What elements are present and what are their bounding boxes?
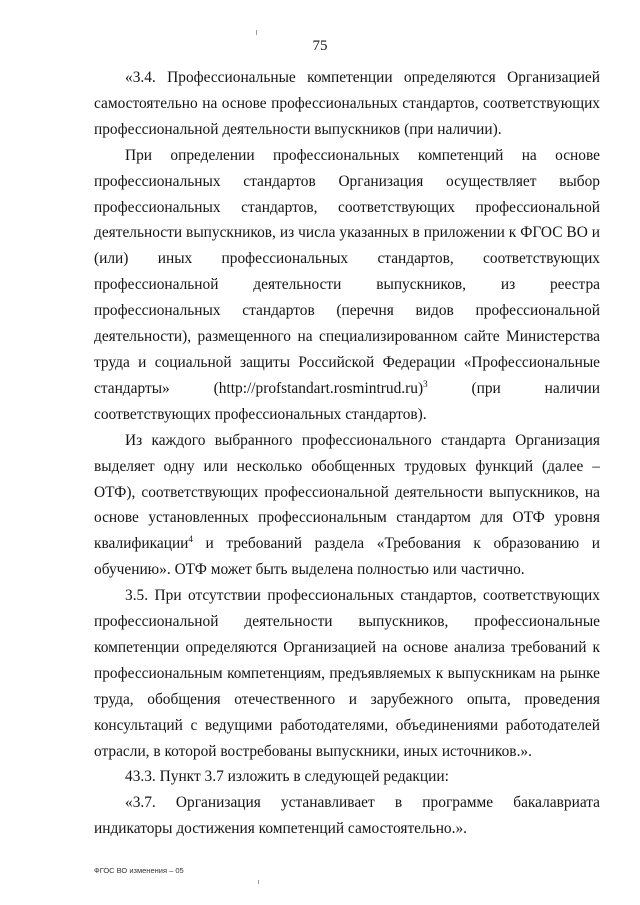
paragraph-text: Из каждого выбранного профессионального стандарта Организация выделяет одну или несколько обобщенных трудовых функций (далее – ОТФ), соответствующих профессиональной деятельности выпускников, на основе установленных профессиональным стандартом для ОТФ уровня квалификации [94, 431, 600, 553]
paragraph [94, 65, 600, 143]
paragraph-text: «3.7. Организация устанавливает в программе бакалавриата индикаторы достижения компетенций самостоятельно.». [94, 794, 600, 838]
paragraph-text: 43.3. Пункт 3.7 изложить в следующей редакции: [125, 768, 449, 786]
paragraph-text: «3.4. Профессиональные компетенции определяются Организацией самостоятельно на основе профессиональных стандартов, соответствующих профессиональной деятельности выпускников (при наличии). [94, 69, 600, 138]
paragraph [94, 428, 600, 583]
paragraph [94, 790, 600, 842]
paragraph-text: (при наличии соответствующих профессиональных стандартов). [94, 379, 600, 423]
footnote-marker: 3 [423, 378, 428, 389]
footnote-marker: 4 [188, 534, 193, 545]
page-number: 75 [312, 38, 328, 54]
scan-mark-bottom [258, 880, 259, 884]
paragraph [94, 143, 600, 428]
paragraph-text: 3.5. При отсутствии профессиональных стандартов, соответствующих профессиональной деятельности выпускников, профессиональные компетенции определяются Организацией на основе анализа требований к профессиональным компетенциям, предъявляемых к выпускникам на рынке труда, обобщения отечественного и зарубежного опыта, проведения консультаций с ведущими работодателями, объединениями работодателей отрасли, в которой востребованы выпускники, иных источников.». [94, 587, 600, 760]
paragraph [94, 764, 600, 790]
document-footer: ФГОС ВО изменения – 05 [94, 866, 184, 875]
paragraph-text: При определении профессиональных компетенций на основе профессиональных стандартов Организация осуществляет выбор профессиональных стандартов, соответствующих профессиональной деятельности выпускников, из числа указанных в приложении к ФГОС ВО и (или) иных профессиональных стандартов, соответствующих профессиональной деятельности выпускников, из реестра профессиональных стандартов (перечня видов профессиональной деятельности), размещенного на специализированном сайте Министерства труда и социальной защиты Российской Федерации «Профессиональные стандарты» (http://profstandart.rosmintrud.ru) [94, 146, 600, 397]
paragraph-text: и требований раздела «Требования к образованию и обучению». ОТФ может быть выделена полностью или частично. [94, 535, 600, 579]
scan-mark-top [256, 30, 257, 35]
document-body [94, 65, 600, 842]
paragraph [94, 583, 600, 764]
